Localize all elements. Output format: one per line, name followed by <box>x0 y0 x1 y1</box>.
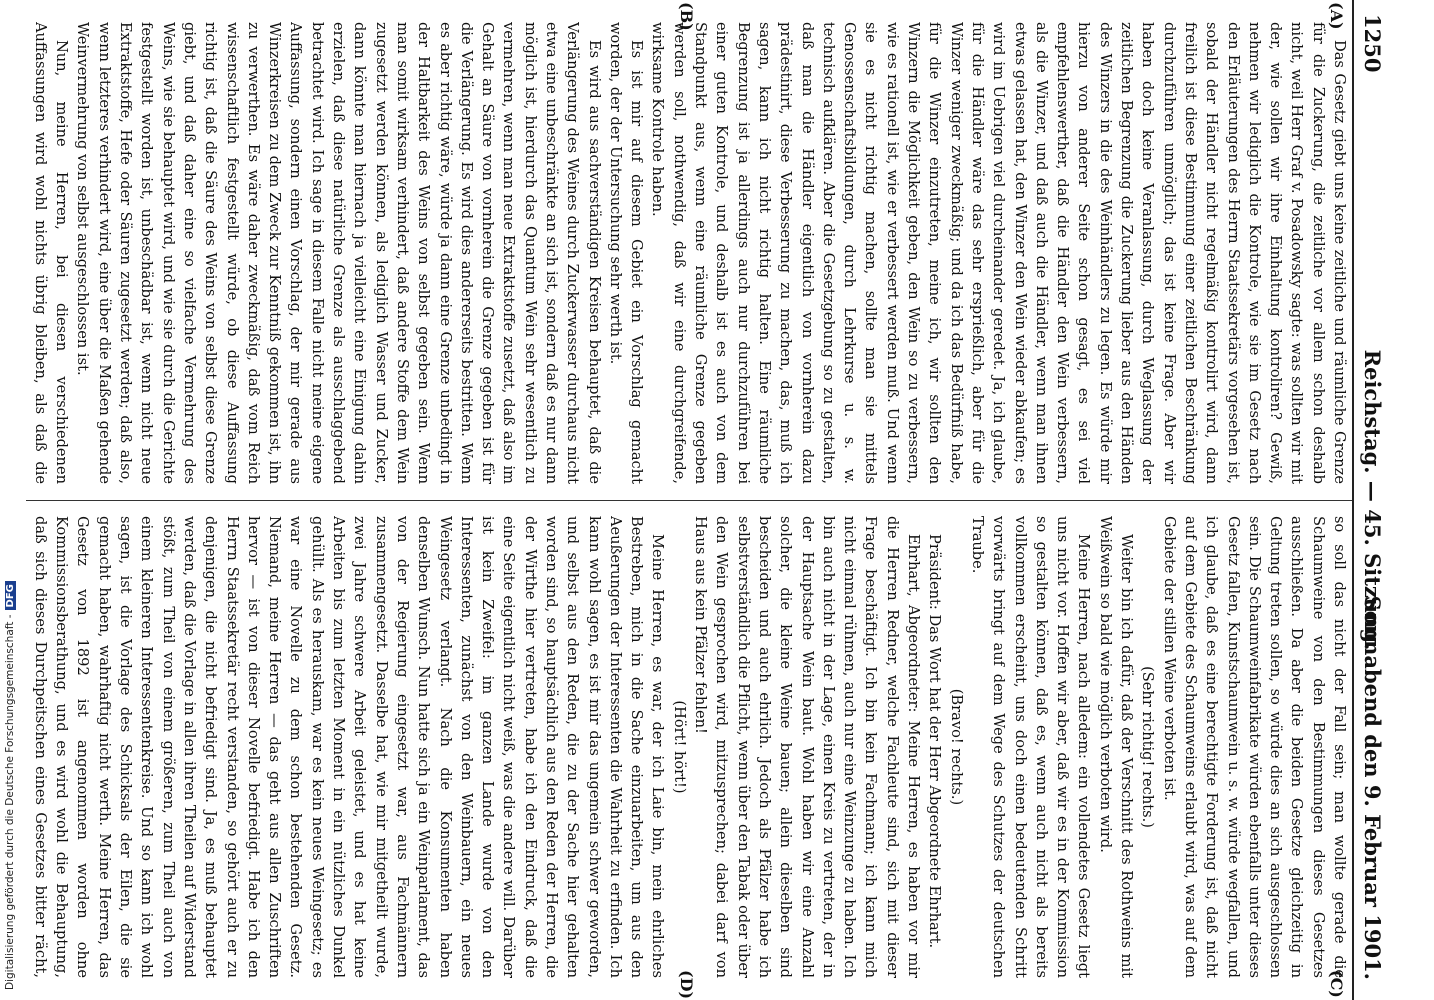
paragraph: Nun, meine Herren, bei diesen verschiedenen Auffassungen wird wohl nichts übrig bleiben, als daß die <box>31 22 71 484</box>
margin-marker-c: (C) <box>1327 970 1346 998</box>
left-column <box>30 22 1350 484</box>
document-page <box>24 0 1390 1000</box>
digitization-footer <box>4 581 16 990</box>
margin-marker-d: (D) <box>677 970 696 1000</box>
speaker-paragraph: Ehrhart, Abgeordneter: Meine Herren, es haben vor mir die Herren Redner, welche Fachleute sind, sich mit dieser Frage beschäftigt. Ich bin kein Fachmann; ich kann mich nicht einmal rühmen, auch nur eine Weinzunge zu haben. Ich bin auch nicht in der Lage, einen Kreis zu vertreten, der in der Hauptsache Wein baut. Wohl haben wir eine Anzahl solcher, die kleine Weine bauen; allein dieselben sind bescheiden und auch ehrlich. Jedoch als Pfälzer habe ich selbstverständlich die Pflicht, wenn über den Tabak oder über den Wein gesprochen wird, mitzusprechen; dabei darf von Haus aus kein Pfälzer fehlen! <box>692 516 923 978</box>
paragraph: Meine Herren, nach alledem: ein vollendetes Gesetz liegt uns nicht vor. Hoffen wir aber, daß wir es in der Kommission so gestalten können, daß es, wenn auch nicht als bereits vollkommen erscheint, uns doch einen bedeutenden Schritt vorwärts bringt auf dem Wege des Schutzes der deutschen Traube. <box>968 516 1093 978</box>
right-column <box>30 516 1350 978</box>
margin-marker-a: (A) <box>1327 2 1346 30</box>
page-header <box>1352 0 1390 1000</box>
speaker-paragraph: Präsident: Das Wort hat der Herr Abgeordnete Ehrhart. <box>926 534 944 949</box>
page-title: Reichstag. — 45. Sitzung. <box>1360 349 1385 651</box>
paragraph: Weiter bin ich dafür, daß der Verschnitt des Rothweins mit Weißwein so bald wie möglich verboten wird. <box>1096 516 1136 978</box>
interjection: (Bravo! rechts.) <box>947 688 965 806</box>
page-number: 1250 <box>1360 14 1385 73</box>
margin-marker-b: (B) <box>677 2 696 31</box>
paragraph: Das Gesetz giebt uns keine zeitliche und räumliche Grenze für die Zuckerung, die zeitliche vor allem schon deshalb nicht, weil Herr Graf v. Posadowsky sagte: was sollten wir mit der, wie sollen wir ihre Einhaltung kontroliren? Gewiß, nehmen wir lediglich die Kontrole, wie sie im Gesetz nach den Erläuterungen des Herrn Staatssekretärs vorgesehen ist, sobald der Händler nicht regelmäßig kontrolirt wird, dann freilich ist diese Bestimmung einer zeitlichen Beschränkung durchzuführen unmöglich; das ist keine Frage. Aber wir haben doch keine Veranlassung, durch Weglassung der zeitlichen Begrenzung die Zuckerung lieber aus den Händen des Winzers in die des Weinhändlers zu legen. Es würde mir hierzu von anderer Seite schon gesagt, es sei viel empfehlenswerther, daß die Händler den Wein verbessern, als die Winzer, und daß auch die Händler, wenn man ihnen etwas gelassen hat, den Winzer den Wein wieder abkaufen; es wird im Uebrigen viel durcheinander geredet. Ja, ich glaube, für die Händler wäre das sehr ersprießlich, aber für die Winzer weniger zweckmäßig; und da ich das Bedürfniß habe, für die Winzer einzutreten, meine ich, wir sollten den Winzern die Möglichkeit geben, den Wein so zu verbessern, wie es rationell ist, wie er verbessert werden muß. Und wenn sie es nicht richtig machen, sollte man sie mittels Genossenschaftsbildungen, durch Lehrkurse u. s. w. technisch aufklären. Aber die Gesetzgebung so zu gestalten, daß man die Händler eigentlich von vornherein dazu prädestinirt, diese Verbesserung zu machen, das, muß ich sagen, kann ich nicht richtig halten. Eine räumliche Begrenzung ist ja allerdings auch nur durchzuführen bei einer guten Kontrole, und deshalb ist es auch von dem Standpunkt aus, wenn eine räumliche Grenze gegeben werden soll, nothwendig, daß wir eine durchgreifende, wirksame Kontrole haben. <box>649 22 1348 484</box>
paragraph: Es wird aus sachverständigen Kreisen behauptet, daß die Verlängerung des Weines durch Zuckerwasser durchaus nicht etwa eine unbeschränkte an sich ist, sondern daß es nur dann möglich ist, hierdurch das Quantum Wein sehr wesentlich zu vermehren, wenn man neue Extraktstoffe zusetzt, daß also im Gehalt an Säure von vornherein die Grenze gegeben ist für die Verlängerung. Es wird dies andererseits bestritten. Wenn es aber richtig wäre, würde ja dann eine Grenze unbedingt in der Haltbarkeit des Weins von selbst gegeben sein. Wenn man somit wirksam verhindert, daß andere Stoffe dem Wein zugesetzt werden können, als lediglich Wasser und Zucker, dann könnte man hiernach ja vielleicht eine Einigung dahin erzielen, daß diese natürliche Grenze als ausschlaggebend betrachtet wird. Ich sage in diesem Falle nicht meine eigene Auffassung, sondern einen Vorschlag, der mir gerade aus Winzerkreisen zu dem Zweck zur Kenntniß gekommen ist, ihn zu verwerthen. Es wäre daher zweckmäßig, daß vom Reich wissenschaftlich festgestellt würde, ob diese Auffassung richtig ist, daß die Säure des Weins von selbst diese Grenze giebt, und daß daher eine so vielfache Vermehrung des Weins, wie sie behauptet wird, und wie sie durch die Gerichte festgestellt worden ist, unbeschädbar ist, wenn nicht neue Extraktstoffe, Hefe oder Säuren zugesetzt werden; daß also, wenn letzteres verhindert wird, eine über die Maßen gehende Weinvermehrung von selbst ausgeschlossen ist. <box>74 22 603 484</box>
paragraph: so soll das nicht der Fall sein; man wollte gerade die Schaumweine von den Bestimmungen dieses Gesetzes ausschließen. Da aber die beiden Gesetze gleichzeitig in Geltung treten sollen, so würde dies an sich ausgeschlossen sein. Die Schaumweinfabrikate würden ebenfalls unter dieses Gesetz fallen, Kunstschaumwein u. s. w. würde wegfallen, und ich glaube, daß es eine berechtigte Forderung ist, daß nicht auf dem Gebiete des Schaumweins erlaubt wird, was auf dem Gebiete der stillen Weine verboten ist. <box>1160 516 1348 978</box>
session-date: Sonnabend den 9. Februar 1901. <box>1360 595 1385 980</box>
interjection: (Sehr richtig! rechts.) <box>1139 666 1157 828</box>
paragraph: Meine Herren, es war, der ich Laie bin, mein ehrliches Bestreben, mich in die Sache einzuarbeiten, um aus den Aeußerungen der Interessenten die Wahrheit zu erfinden. Ich kann wohl sagen, es ist mir das ungemein schwer geworden, und selbst aus den Reden, die zu der Sache hier gehalten worden sind, so hauptsächlich aus den Reden der Herren, die der Wirthe hier vertreten, habe ich den Eindruck, daß die eine Seite eigentlich nicht weiß, was die andere will. Darüber ist kein Zweifel: im ganzen Lande wurde von den Interessenten, zunächst von den Weinbauern, ein neues Weingesetz verlangt. Nach die Konsumenten haben denselben Wunsch. Nun hatte sich ja ein Weinparlament, das von der Regierung eingesetzt war, aus Fachmännern zusammengesetzt. Dasselbe hat, wie mir mitgetheilt wurde, zwei Jahre schwere Arbeit geleistet, und es hat keine Arbeiten bis zum letzten Moment in ein nützliches Dunkel gehüllt. Als es herauskam, war es kein neues Weingesetz; es war eine Novelle zu dem schon bestehenden Gesetz. Niemand, meine Herren — das geht aus allen Zuschriften hervor — ist von dieser Novelle befriedigt. Habe ich den Herrn Staatssekretär recht verstanden, so gehört auch er zu denjenigen, die nicht befriedigt sind. Ja, es muß behauptet werden, daß die Vorlage in allen ihren Theilen auf Widerstand stößt, zum Theil von einem größeren, zum Theil auch von einem kleineren Interessentenkreise. Und so kann ich wohl sagen, ist die Vorlage des Schicksals der Eilen, die sie gemacht haben, wahrhaftig nicht werth. Meine Herren, das Gesetz von 1892 ist angenommen worden ohne Kommissionsberathung, und es wird wohl die Behauptung, daß sich dieses Durchpeitschen eines Gesetzes bitter rächt, <box>31 516 667 978</box>
paragraph: Es ist mir auf diesem Gebiet ein Vorschlag gemacht worden, der der Untersuchung sehr werth ist. <box>606 22 646 484</box>
column-divider <box>26 500 1352 501</box>
dfg-logo: DFG <box>5 581 16 610</box>
footer-text: Digitalisierung gefördert durch die Deutsche Forschungsgemeinschaft - <box>4 614 16 990</box>
interjection: (Hört! hört!) <box>670 700 688 794</box>
